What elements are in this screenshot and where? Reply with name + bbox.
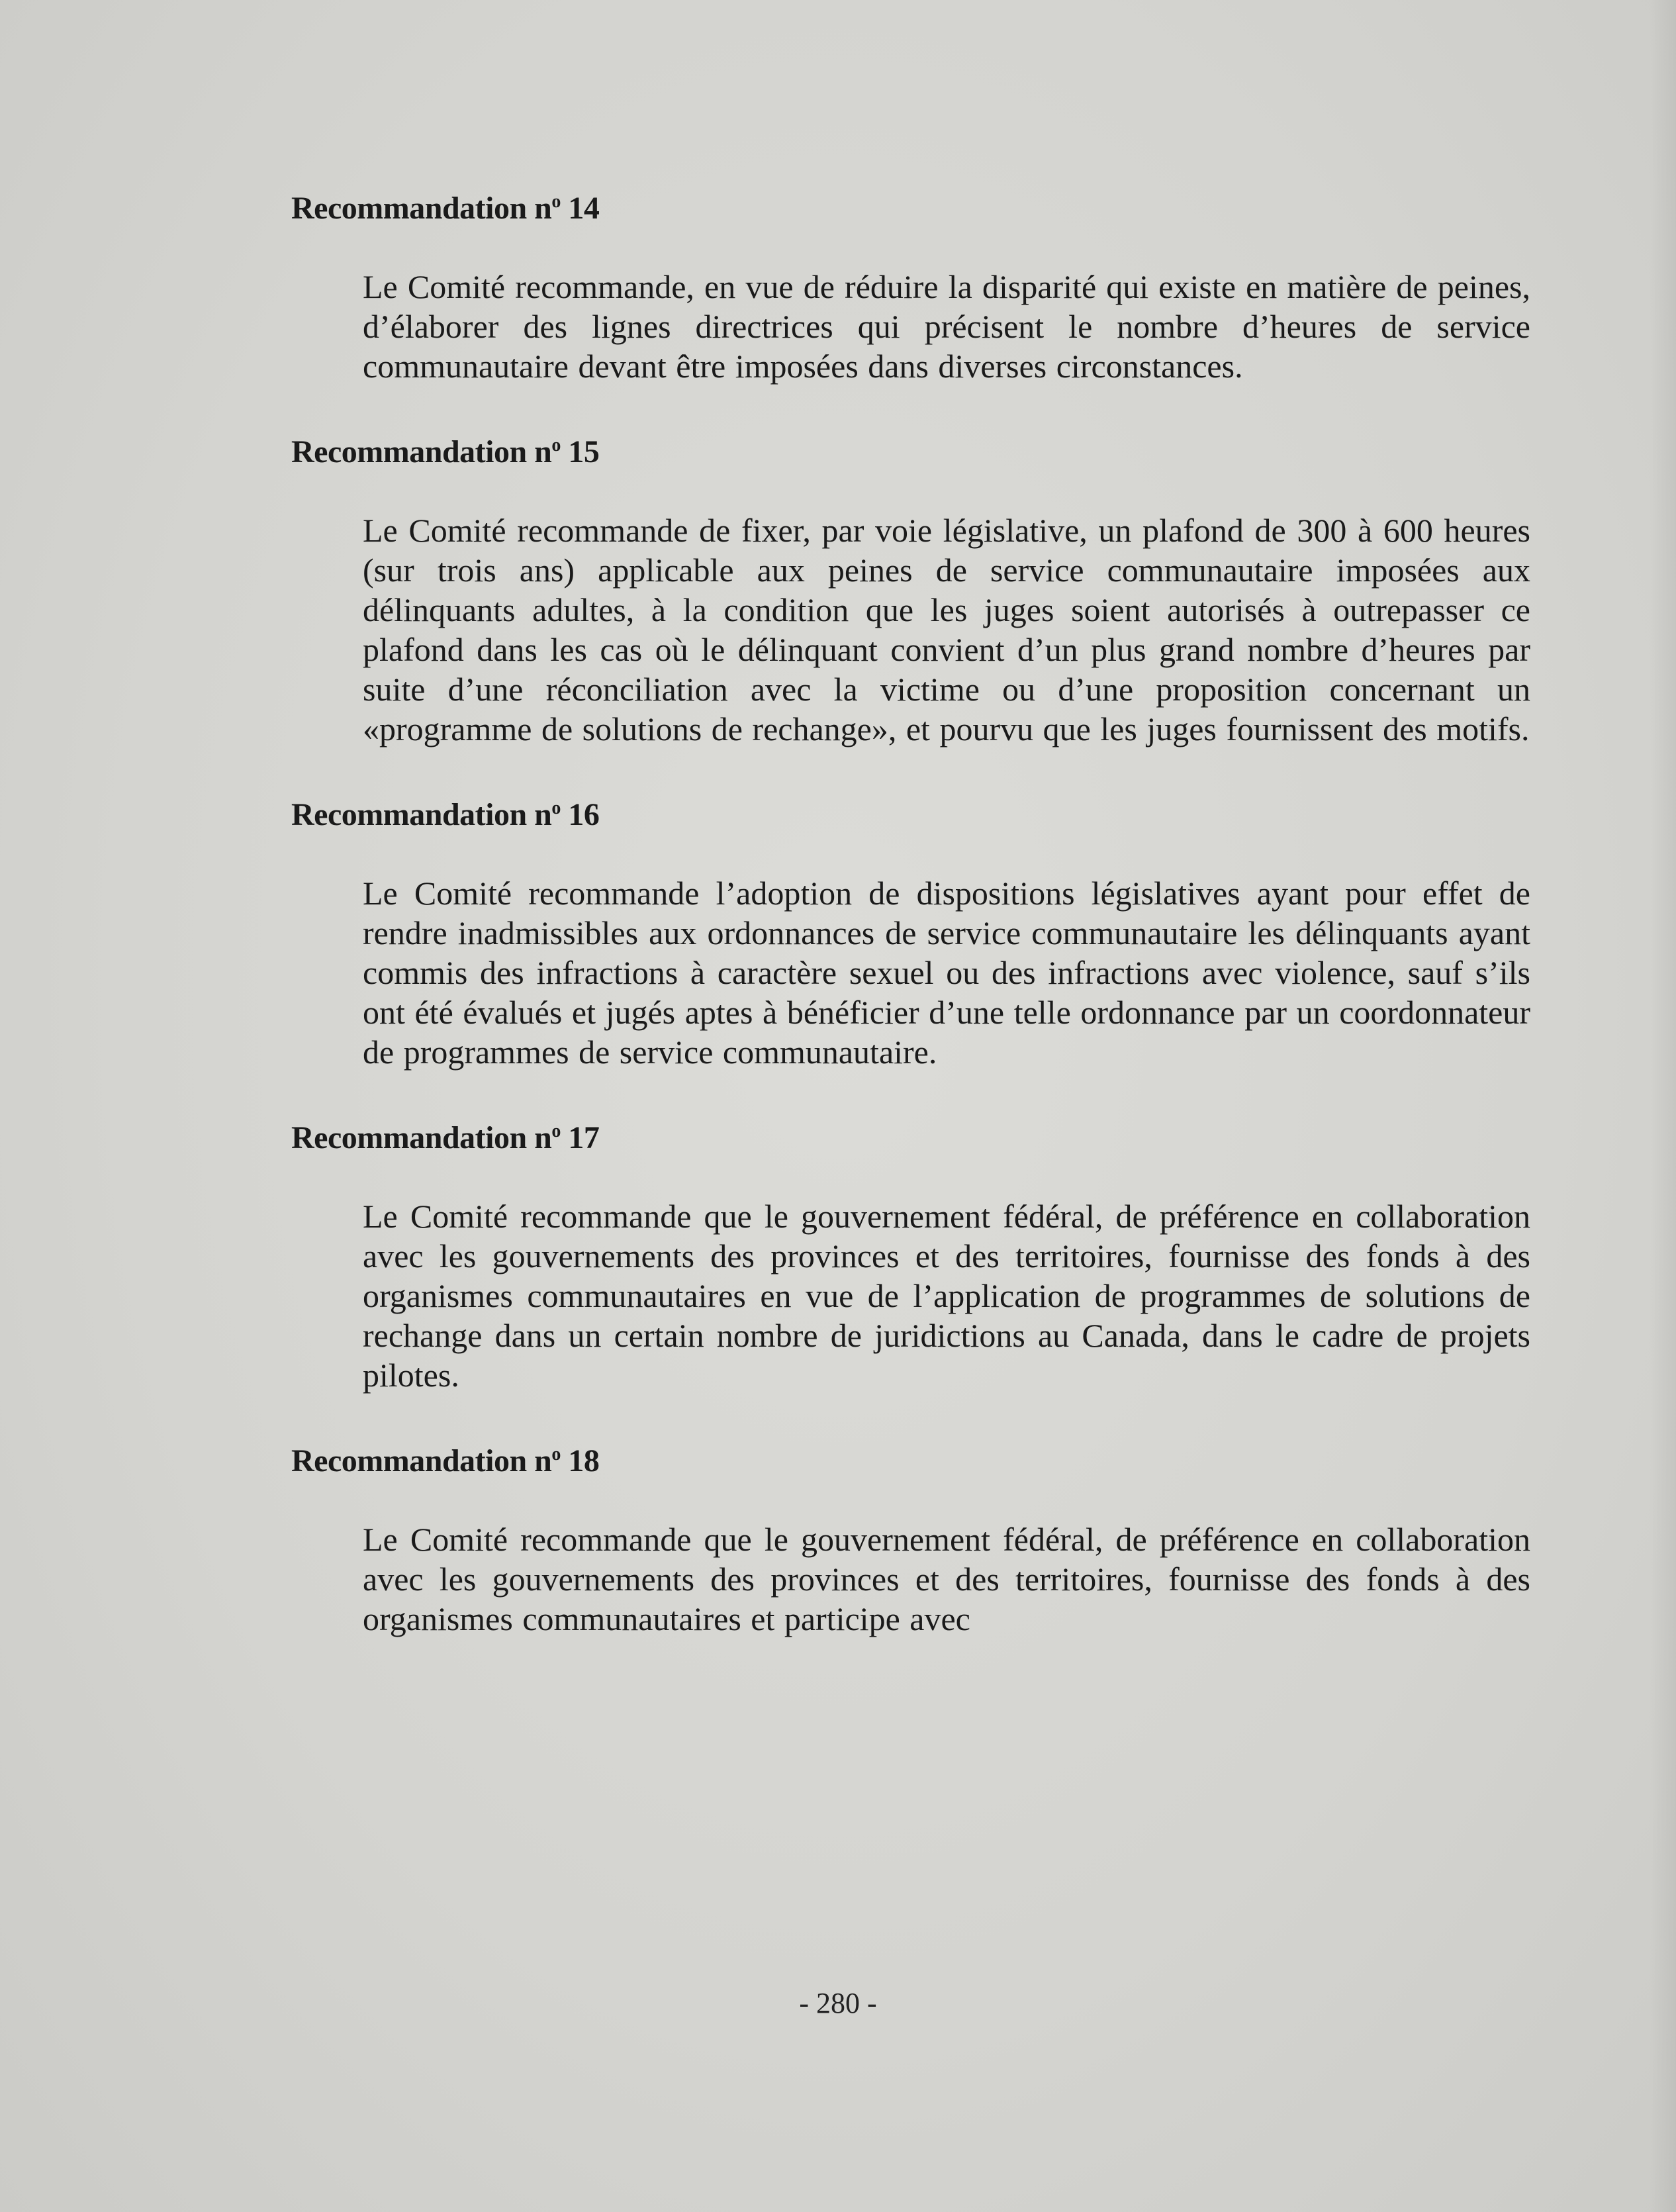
page-number: - 280 -: [799, 1987, 877, 2019]
recommendation-14: [291, 189, 1530, 386]
recommendation-heading: [291, 189, 1530, 228]
heading-superscript: o: [551, 1444, 561, 1465]
heading-superscript: o: [551, 191, 561, 212]
heading-prefix: Recommandation n: [291, 1120, 552, 1155]
page-edge-shadow: [1650, 0, 1676, 2212]
heading-number: 17: [560, 1120, 600, 1155]
recommendation-18: [291, 1441, 1530, 1639]
recommendation-heading: [291, 795, 1530, 835]
recommendation-body: Le Comité recommande que le gouvernement fédéral, de préférence en collaboration avec les gouvernements des provinces et des territoires, fournisse des fonds à des organismes communautaires et participe avec: [363, 1521, 1530, 1637]
heading-number: 18: [560, 1443, 600, 1478]
recommendation-heading: [291, 1441, 1530, 1481]
heading-superscript: o: [551, 798, 561, 818]
recommendation-body: Le Comité recommande, en vue de réduire la disparité qui existe en matière de peines, d’élaborer des lignes directrices qui précisent le nombre d’heures de service communautaire devant être imposées dans diverses circonstances.: [363, 268, 1530, 385]
recommendation-body: Le Comité recommande l’adoption de dispositions législatives ayant pour effet de rendre inadmissibles aux ordonnances de service communautaire les délinquants ayant commis des infractions à caractère sexuel ou des infractions avec violence, sauf s’ils ont été évalués et jugés aptes à bénéficier d’une telle ordonnance par un coordonnateur de programmes de service communautaire.: [363, 875, 1530, 1071]
recommendation-heading: [291, 432, 1530, 472]
heading-prefix: Recommandation n: [291, 434, 552, 469]
heading-prefix: Recommandation n: [291, 1443, 552, 1478]
page-content: [291, 189, 1530, 1639]
heading-number: 14: [560, 191, 600, 226]
recommendation-heading: [291, 1118, 1530, 1158]
heading-prefix: Recommandation n: [291, 797, 552, 832]
recommendation-body: Le Comité recommande que le gouvernement fédéral, de préférence en collaboration avec les gouvernements des provinces et des territoires, fournisse des fonds à des organismes communautaires en vue de l’application de programmes de solutions de rechange dans un certain nombre de juridictions au Canada, dans le cadre de projets pilotes.: [363, 1198, 1530, 1394]
heading-superscript: o: [551, 1121, 561, 1141]
recommendation-16: [291, 795, 1530, 1072]
recommendation-body: Le Comité recommande de fixer, par voie législative, un plafond de 300 à 600 heures (sur trois ans) applicable aux peines de service communautaire imposées aux délinquants adultes, à la condition que les juges soient autorisés à outrepasser ce plafond dans les cas où le délinquant convient d’un plus grand nombre d’heures par suite d’une réconciliation avec la victime ou d’une proposition concernant un «programme de solutions de rechange», et pourvu que les juges fournissent des motifs.: [363, 512, 1530, 747]
recommendation-15: [291, 432, 1530, 749]
heading-number: 16: [560, 797, 600, 832]
heading-superscript: o: [551, 435, 561, 456]
heading-prefix: Recommandation n: [291, 191, 552, 226]
heading-number: 15: [560, 434, 600, 469]
recommendation-17: [291, 1118, 1530, 1395]
